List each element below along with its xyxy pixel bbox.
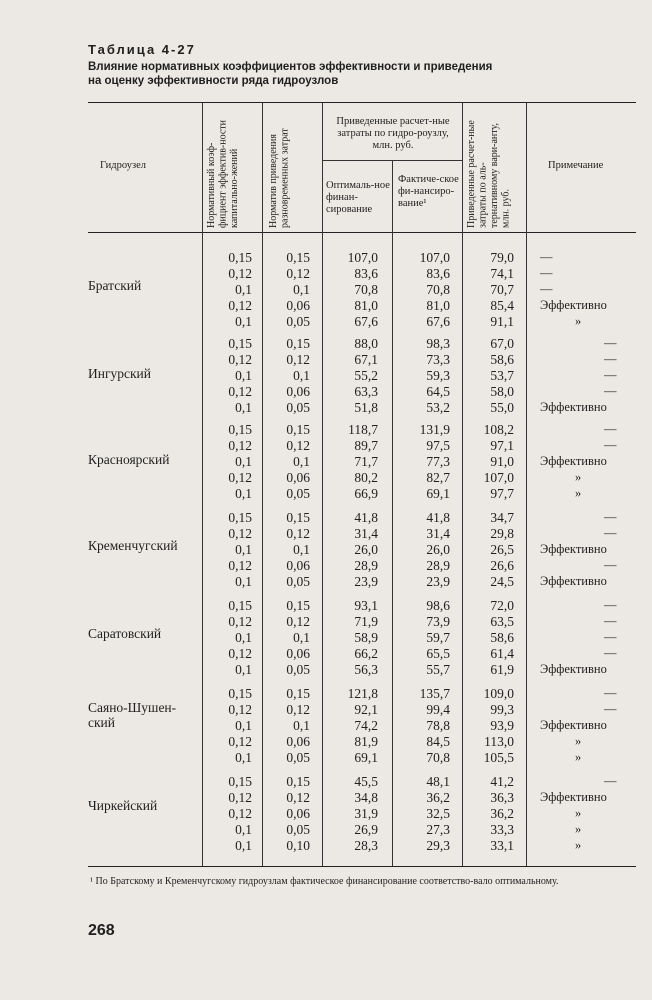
page-number: 268 — [88, 922, 115, 939]
header-actual: Фактиче-ское фи-нансиро-вание¹ — [398, 174, 459, 209]
table-label: Таблица 4-27 — [88, 42, 196, 57]
header-norm-coef: Нормативный коэф-фициент эффектив-ности капитальнo-жений — [206, 119, 240, 228]
plant-name: Саяно-Шушен-ский — [88, 700, 177, 730]
plant-name: Чиркейский — [88, 798, 158, 813]
col-sep-2 — [262, 103, 263, 866]
footnote: ¹ По Братскому и Кременчугскому гидроузлам фактическое финансирование соответство-вало оптимальному. — [90, 876, 559, 887]
table-top-rule — [88, 102, 636, 103]
header-reduced-group: Приведенные расчет-ные затраты по гидро-роузлу, млн. руб. — [336, 116, 450, 151]
header-bottom-rule — [88, 232, 636, 233]
header-alt: Приведенные расчет-ные затраты по аль-тернативному вари-анту, млн. руб. — [466, 120, 512, 228]
plant-name: Братский — [88, 278, 142, 293]
col-sep-1 — [202, 103, 203, 866]
header-optimal: Оптималь-ное финан-сирование — [326, 180, 390, 215]
plant-name: Ингурский — [88, 366, 152, 381]
plant-name: Красноярский — [88, 452, 170, 467]
subheader-rule — [322, 160, 462, 161]
col-sep-5 — [462, 103, 463, 866]
header-norm-red: Норматив приведения разновременных затрат — [268, 128, 291, 228]
col-sep-6 — [526, 103, 527, 866]
plant-name: Кременчугский — [88, 538, 178, 553]
table-bottom-rule — [88, 866, 636, 867]
table-caption — [88, 60, 608, 88]
col-sep-3 — [322, 103, 323, 866]
col-sep-4 — [392, 160, 393, 866]
header-plant: Гидроузел — [100, 160, 147, 171]
caption-line-1: Влияние нормативных коэффициентов эффективности и приведения — [88, 61, 493, 73]
plant-name: Саратовский — [88, 626, 162, 641]
caption-line-2: на оценку эффективности ряда гидроузлов — [88, 75, 339, 87]
header-note: Примечание — [548, 160, 604, 171]
title-block — [88, 42, 608, 88]
